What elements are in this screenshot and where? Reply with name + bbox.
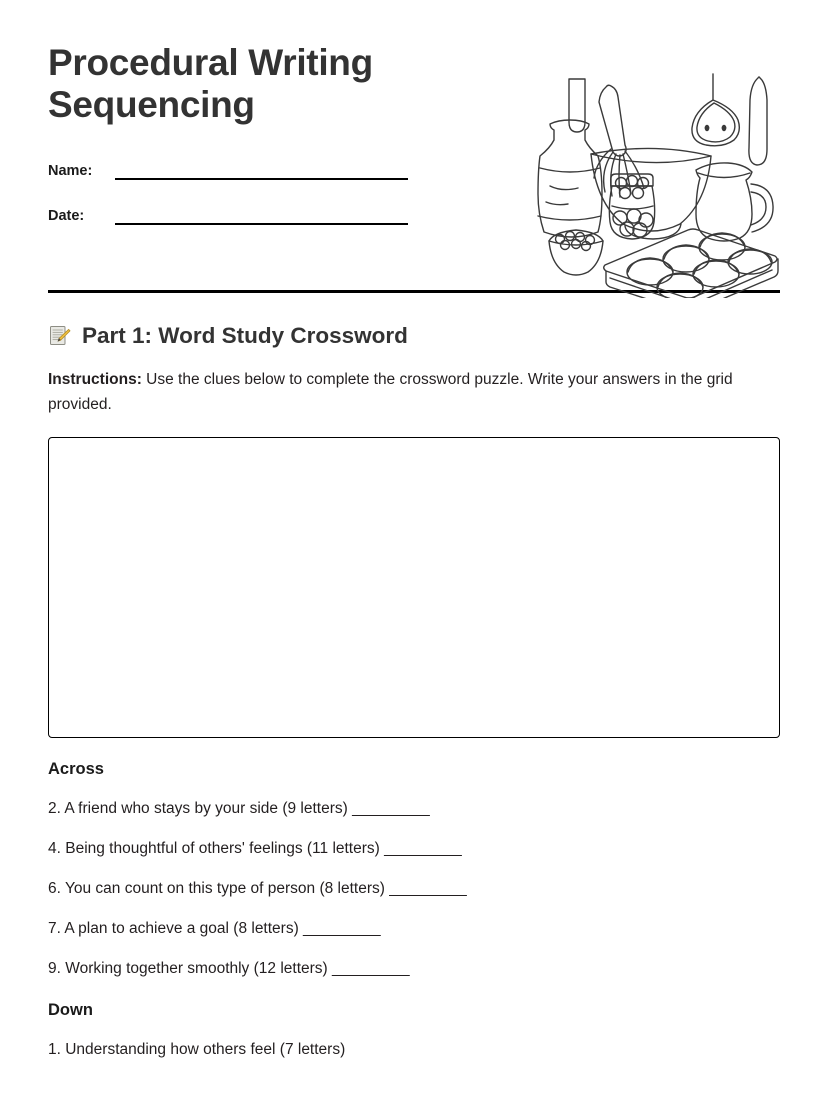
date-field-row [48, 201, 408, 225]
across-clue-list [48, 779, 780, 979]
list-item: 1. Understanding how others feel (7 letters) [48, 1041, 346, 1058]
part1-heading-row [48, 323, 780, 349]
down-clue-list [48, 1020, 780, 1060]
list-item: 6. You can count on this type of person (8 letters) _________ [48, 880, 467, 897]
down-heading: Down [48, 1001, 93, 1019]
name-label: Name: [48, 163, 93, 179]
student-info-fields [48, 156, 408, 225]
date-label: Date: [48, 208, 85, 224]
list-item: 9. Working together smoothly (12 letters) _________ [48, 960, 410, 977]
worksheet-header [48, 0, 780, 268]
instructions-label: Instructions: [48, 371, 142, 388]
memo-icon [48, 324, 72, 348]
across-heading: Across [48, 760, 104, 778]
part1-title: Part 1: Word Study Crossword [82, 323, 408, 348]
list-item: 7. A plan to achieve a goal (8 letters) _________ [48, 920, 381, 937]
list-item: 4. Being thoughtful of others' feelings (11 letters) _________ [48, 840, 462, 857]
crossword-grid-area[interactable] [48, 437, 780, 738]
name-field-row [48, 156, 408, 180]
instructions-text: Use the clues below to complete the crossword puzzle. Write your answers in the grid provided. [48, 371, 733, 413]
page-title: Procedural Writing Sequencing [48, 42, 373, 125]
baking-ingredients-illustration [528, 66, 780, 298]
date-input-line[interactable] [115, 210, 408, 225]
part1-instructions [48, 367, 748, 417]
name-input-line[interactable] [115, 165, 408, 180]
list-item: 2. A friend who stays by your side (9 letters) _________ [48, 800, 430, 817]
